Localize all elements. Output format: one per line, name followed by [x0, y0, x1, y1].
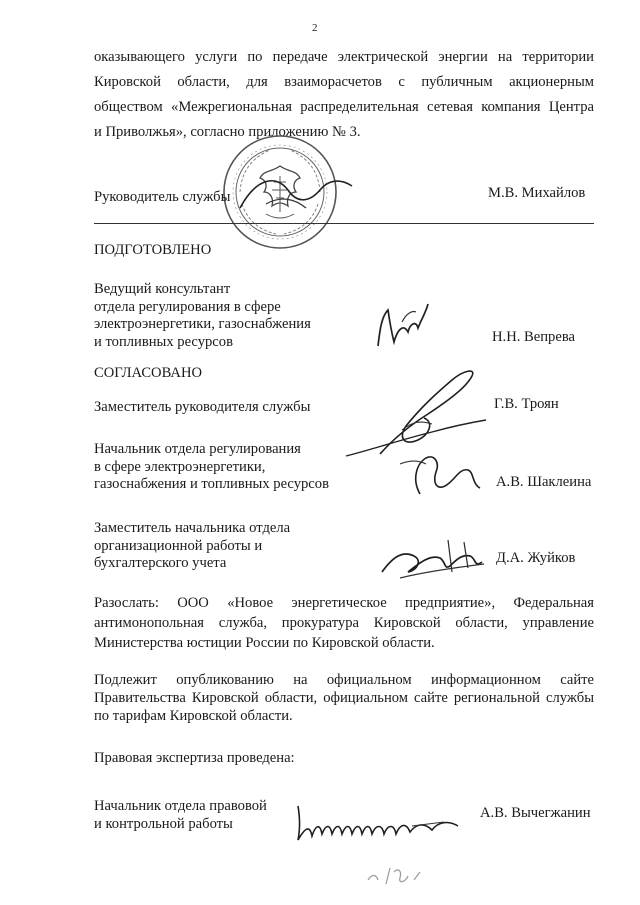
signer-name: Д.А. Жуйков	[496, 550, 576, 566]
intro-line: Кировской области, для взаиморасчетов с публичным акционерным	[94, 74, 594, 90]
head-name: М.В. Михайлов	[488, 185, 586, 201]
head-signature-icon	[236, 168, 356, 218]
pencil-mark-icon	[362, 858, 432, 888]
signer-signature-icon	[340, 410, 490, 506]
publication-line: по тарифам Кировской области.	[94, 708, 293, 724]
signer-title: Заместитель руководителя службы	[94, 399, 311, 415]
legal-signer-title	[94, 798, 267, 833]
title-line: газоснабжения и топливных ресурсов	[94, 476, 329, 492]
prepared-heading: ПОДГОТОВЛЕНО	[94, 242, 212, 258]
prepared-signature-icon	[372, 298, 432, 354]
signer-title	[94, 520, 290, 573]
intro-paragraph	[94, 45, 594, 145]
signer-signature-icon	[378, 528, 488, 584]
signer-name: А.В. Шаклеина	[496, 474, 592, 490]
distribution-paragraph	[94, 593, 594, 653]
title-line: Заместитель начальника отдела	[94, 520, 291, 536]
title-line: и топливных ресурсов	[94, 333, 233, 350]
agreed-heading: СОГЛАСОВАНО	[94, 365, 203, 381]
title-line: Начальник отдела правовой	[94, 798, 267, 814]
title-line: организационной работы и	[94, 537, 263, 554]
prepared-title	[94, 281, 311, 351]
distribution-line: Министерства юстиции России по Кировской области.	[94, 635, 435, 651]
signer-title	[94, 441, 329, 494]
title-line: и контрольной работы	[94, 815, 233, 832]
title-line: в сфере электроэнергетики,	[94, 458, 266, 475]
signer-name: Г.В. Троян	[494, 396, 559, 412]
divider-line	[94, 223, 594, 224]
title-line: отдела регулирования в сфере	[94, 298, 281, 315]
page-number: 2	[312, 22, 318, 34]
legal-signature-icon	[292, 796, 468, 846]
intro-line: оказывающего услуги по передаче электрической энергии на территории	[94, 49, 594, 65]
intro-line: обществом «Межрегиональная распределительная сетевая компания Центра	[94, 99, 594, 115]
title-line: электроэнергетики, газоснабжения	[94, 316, 311, 332]
title-line: Ведущий консультант	[94, 281, 231, 297]
prepared-name: Н.Н. Вепрева	[492, 329, 575, 345]
distribution-line: Разослать: ООО «Новое энергетическое предприятие», Федеральная	[94, 595, 594, 611]
publication-line: Правительства Кировской области, официальном сайте региональной службы	[94, 690, 594, 706]
head-title: Руководитель службы	[94, 189, 231, 205]
title-line: Начальник отдела регулирования	[94, 441, 301, 457]
publication-paragraph	[94, 671, 594, 725]
distribution-line: антимонопольная служба, прокуратура Кировской области, управление	[94, 615, 594, 631]
intro-line: и Приволжья», согласно приложению № 3.	[94, 124, 361, 140]
title-line: бухгалтерского учета	[94, 555, 227, 571]
legal-review-text: Правовая экспертиза проведена:	[94, 750, 295, 766]
legal-signer-name: А.В. Вычегжанин	[480, 805, 591, 821]
publication-line: Подлежит опубликованию на официальном информационном сайте	[94, 672, 594, 688]
